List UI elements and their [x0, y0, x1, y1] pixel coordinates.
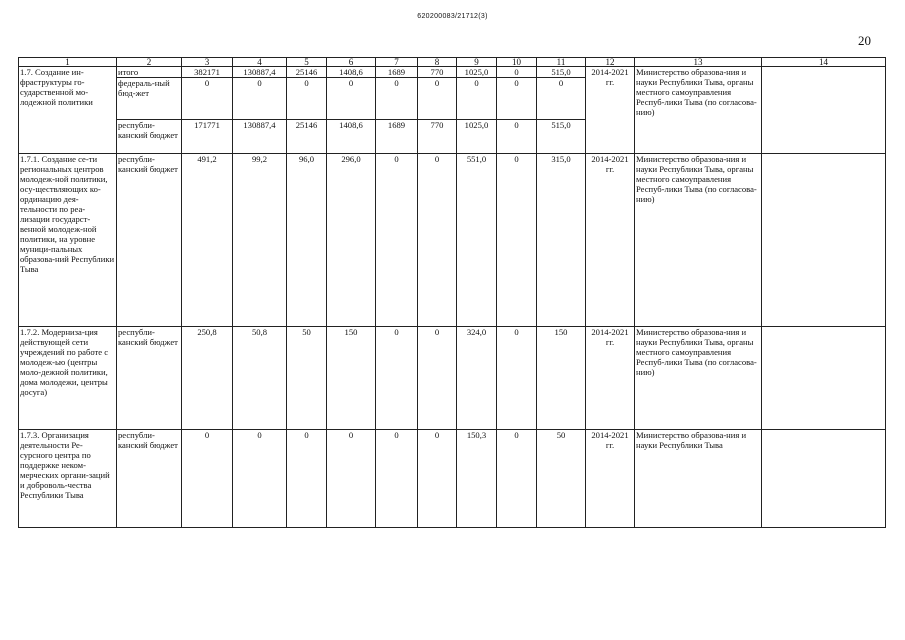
- value-cell: 515,0: [537, 67, 586, 78]
- value-cell: 770: [418, 120, 457, 154]
- funding-source: республи-канский бюджет: [117, 154, 182, 327]
- header-cell: 10: [497, 58, 537, 67]
- value-cell: 1025,0: [457, 67, 497, 78]
- result-cell: [762, 154, 886, 327]
- header-cell: 6: [327, 58, 376, 67]
- value-cell: 491,2: [182, 154, 233, 327]
- funding-source: республи-канский бюджет: [117, 120, 182, 154]
- value-cell: 0: [376, 154, 418, 327]
- value-cell: 0: [233, 78, 287, 120]
- value-cell: 0: [376, 78, 418, 120]
- header-cell: 8: [418, 58, 457, 67]
- value-cell: 0: [537, 78, 586, 120]
- value-cell: 382171: [182, 67, 233, 78]
- value-cell: 99,2: [233, 154, 287, 327]
- period-cell: 2014-2021 гг.: [586, 327, 635, 430]
- value-cell: 0: [497, 120, 537, 154]
- value-cell: 50,8: [233, 327, 287, 430]
- value-cell: 0: [497, 430, 537, 528]
- value-cell: 0: [233, 430, 287, 528]
- value-cell: 0: [418, 327, 457, 430]
- header-cell: 7: [376, 58, 418, 67]
- value-cell: 50: [287, 327, 327, 430]
- table-header-row: [19, 58, 886, 67]
- table-row: [19, 327, 886, 430]
- value-cell: 0: [182, 430, 233, 528]
- value-cell: 0: [287, 78, 327, 120]
- value-cell: 0: [497, 154, 537, 327]
- value-cell: 0: [418, 430, 457, 528]
- value-cell: 0: [327, 430, 376, 528]
- executor-cell: Министерство образова-ния и науки Республики Тыва, органы местного самоуправления Респуб-лики Тыва (по согласова-нию): [635, 154, 762, 327]
- header-cell: 2: [117, 58, 182, 67]
- value-cell: 515,0: [537, 120, 586, 154]
- value-cell: 315,0: [537, 154, 586, 327]
- table-row: [19, 430, 886, 528]
- header-cell: 1: [19, 58, 117, 67]
- value-cell: 551,0: [457, 154, 497, 327]
- value-cell: 0: [457, 78, 497, 120]
- value-cell: 171771: [182, 120, 233, 154]
- value-cell: 25146: [287, 120, 327, 154]
- value-cell: 0: [376, 327, 418, 430]
- value-cell: 0: [182, 78, 233, 120]
- value-cell: 250,8: [182, 327, 233, 430]
- value-cell: 130887,4: [233, 67, 287, 78]
- value-cell: 1689: [376, 67, 418, 78]
- result-cell: [762, 430, 886, 528]
- value-cell: 770: [418, 67, 457, 78]
- header-cell: 14: [762, 58, 886, 67]
- header-cell: 9: [457, 58, 497, 67]
- value-cell: 0: [497, 78, 537, 120]
- value-cell: 1689: [376, 120, 418, 154]
- program-table: [18, 57, 886, 528]
- value-cell: 0: [376, 430, 418, 528]
- value-cell: 1408,6: [327, 120, 376, 154]
- event-name: 1.7.2. Модерниза-ция действующей сети учреждений по работе с молодеж-ью (центры моло-дежной политики, дома молодежи, центры досуга): [19, 327, 117, 430]
- value-cell: 296,0: [327, 154, 376, 327]
- header-cell: 5: [287, 58, 327, 67]
- header-cell: 4: [233, 58, 287, 67]
- value-cell: 150: [327, 327, 376, 430]
- table-row: [19, 67, 886, 78]
- event-name: 1.7. Создание ин-фраструктуры го-сударственной мо-лодежной политики: [19, 67, 117, 154]
- header-cell: 12: [586, 58, 635, 67]
- value-cell: 0: [418, 154, 457, 327]
- value-cell: 130887,4: [233, 120, 287, 154]
- table-row: [19, 154, 886, 327]
- value-cell: 150: [537, 327, 586, 430]
- event-name: 1.7.3. Организация деятельности Ре-сурсного центра по поддержке неком-мерческих органи-заций и доброволь-чества Республики Тыва: [19, 430, 117, 528]
- funding-source: итого: [117, 67, 182, 78]
- value-cell: 1025,0: [457, 120, 497, 154]
- document-id: 620200083/21712(3): [417, 13, 488, 20]
- executor-cell: Министерство образова-ния и науки Республики Тыва, органы местного самоуправления Респуб-лики Тыва (по согласова-нию): [635, 67, 762, 154]
- executor-cell: Министерство образова-ния и науки Республики Тыва, органы местного самоуправления Респуб-лики Тыва (по согласова-нию): [635, 327, 762, 430]
- funding-source: федераль-ный бюд-жет: [117, 78, 182, 120]
- executor-cell: Министерство образова-ния и науки Республики Тыва: [635, 430, 762, 528]
- value-cell: 324,0: [457, 327, 497, 430]
- header-cell: 13: [635, 58, 762, 67]
- period-cell: 2014-2021 гг.: [586, 67, 635, 154]
- page-number: 20: [858, 33, 871, 48]
- result-cell: [762, 327, 886, 430]
- value-cell: 0: [287, 430, 327, 528]
- funding-source: республи-канский бюджет: [117, 327, 182, 430]
- event-name: 1.7.1. Создание се-ти региональных центров молодеж-ной политики, осу-ществляющих ко-ординацию дея-тельности по реа-лизации государст-венной молодеж-ной политики, на уровне муници-пальных образова-ний Республики Тыва: [19, 154, 117, 327]
- value-cell: 25146: [287, 67, 327, 78]
- period-cell: 2014-2021 гг.: [586, 430, 635, 528]
- funding-source: республи-канский бюджет: [117, 430, 182, 528]
- value-cell: 0: [497, 327, 537, 430]
- value-cell: 96,0: [287, 154, 327, 327]
- value-cell: 150,3: [457, 430, 497, 528]
- value-cell: 50: [537, 430, 586, 528]
- result-cell: [762, 67, 886, 154]
- header-cell: 3: [182, 58, 233, 67]
- period-cell: 2014-2021 гг.: [586, 154, 635, 327]
- value-cell: 1408,6: [327, 67, 376, 78]
- value-cell: 0: [418, 78, 457, 120]
- value-cell: 0: [497, 67, 537, 78]
- header-cell: 11: [537, 58, 586, 67]
- value-cell: 0: [327, 78, 376, 120]
